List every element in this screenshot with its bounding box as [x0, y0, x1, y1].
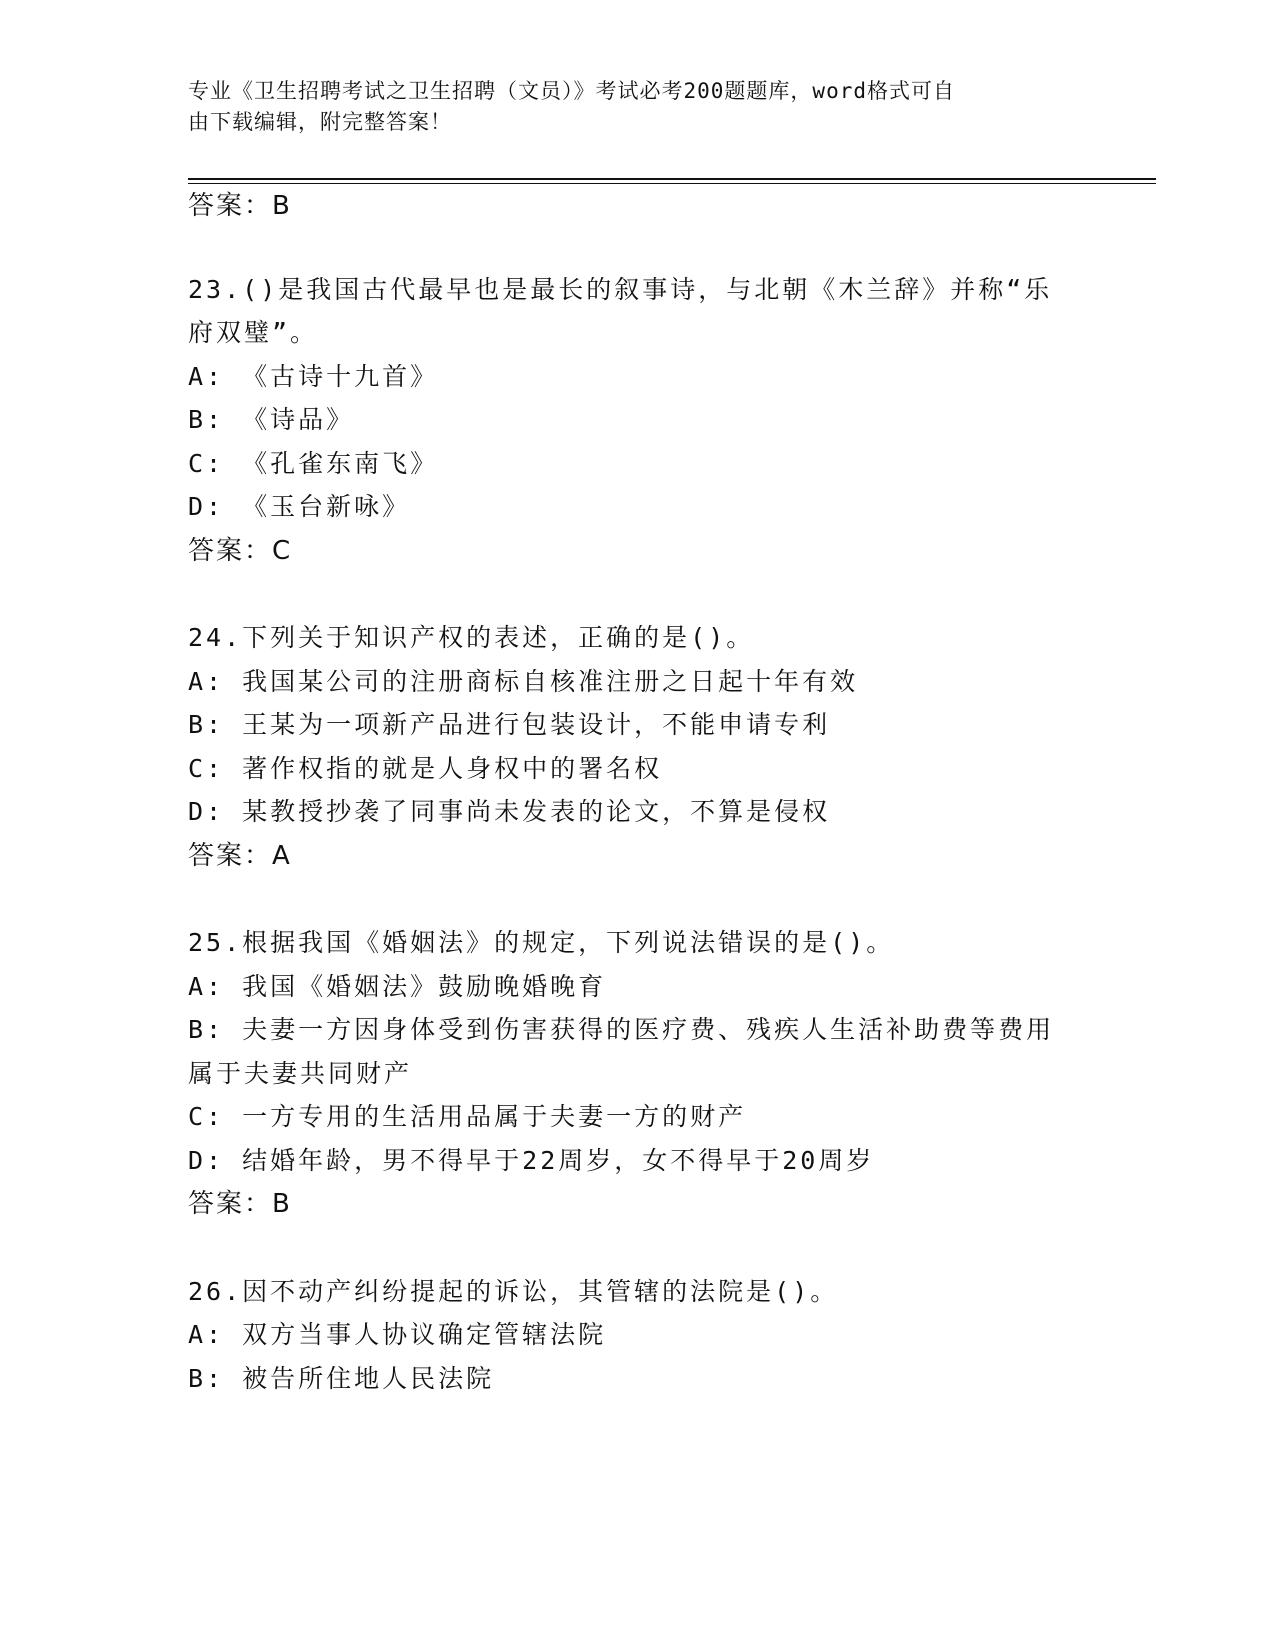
question-24-answer: 答案：A — [188, 841, 292, 871]
question-24-option-a: A: 我国某公司的注册商标自核准注册之日起十年有效 — [188, 667, 859, 696]
question-25-stem: 25.根据我国《婚姻法》的规定，下列说法错误的是()。 — [188, 928, 895, 957]
question-25-option-a: A: 我国《婚姻法》鼓励晚婚晚育 — [188, 972, 607, 1001]
question-23-option-b: B: 《诗品》 — [188, 405, 355, 434]
question-25-option-b-line-1: B: 夫妻一方因身体受到伤害获得的医疗费、残疾人生活补助费等费用 — [188, 1015, 1055, 1044]
question-23-option-d: D: 《玉台新咏》 — [188, 492, 411, 521]
question-24-option-b: B: 王某为一项新产品进行包装设计，不能申请专利 — [188, 710, 831, 739]
question-24-option-d: D: 某教授抄袭了同事尚未发表的论文，不算是侵权 — [188, 797, 831, 826]
question-23-answer: 答案：C — [188, 536, 293, 566]
question-24-option-c: C: 著作权指的就是人身权中的署名权 — [188, 754, 663, 783]
question-26-option-a: A: 双方当事人协议确定管辖法院 — [188, 1320, 607, 1349]
question-25-option-d: D: 结婚年龄，男不得早于22周岁，女不得早于20周岁 — [188, 1146, 875, 1175]
answer-22: 答案：B — [188, 191, 292, 221]
question-26-option-b: B: 被告所住地人民法院 — [188, 1364, 495, 1393]
question-24-stem: 24.下列关于知识产权的表述，正确的是()。 — [188, 623, 755, 652]
header-rule-thick — [188, 178, 1156, 180]
question-25-option-b-line-2: 属于夫妻共同财产 — [188, 1059, 413, 1088]
header-line-2: 由下载编辑，附完整答案！ — [188, 110, 452, 134]
header-rule-thin — [188, 183, 1156, 184]
document-header — [188, 76, 1068, 138]
question-23-stem-line-1: 23.()是我国古代最早也是最长的叙事诗，与北朝《木兰辞》并称“乐 — [188, 275, 1053, 304]
question-23-option-a: A: 《古诗十九首》 — [188, 362, 439, 391]
question-26-stem: 26.因不动产纠纷提起的诉讼，其管辖的法院是()。 — [188, 1277, 839, 1306]
header-line-1: 专业《卫生招聘考试之卫生招聘（文员）》考试必考200题题库，word格式可自 — [188, 79, 955, 103]
question-23-option-c: C: 《孔雀东南飞》 — [188, 449, 439, 478]
question-25-option-c: C: 一方专用的生活用品属于夫妻一方的财产 — [188, 1102, 747, 1131]
question-25-answer: 答案：B — [188, 1189, 292, 1219]
question-23-stem-line-2: 府双璧”。 — [188, 318, 319, 347]
